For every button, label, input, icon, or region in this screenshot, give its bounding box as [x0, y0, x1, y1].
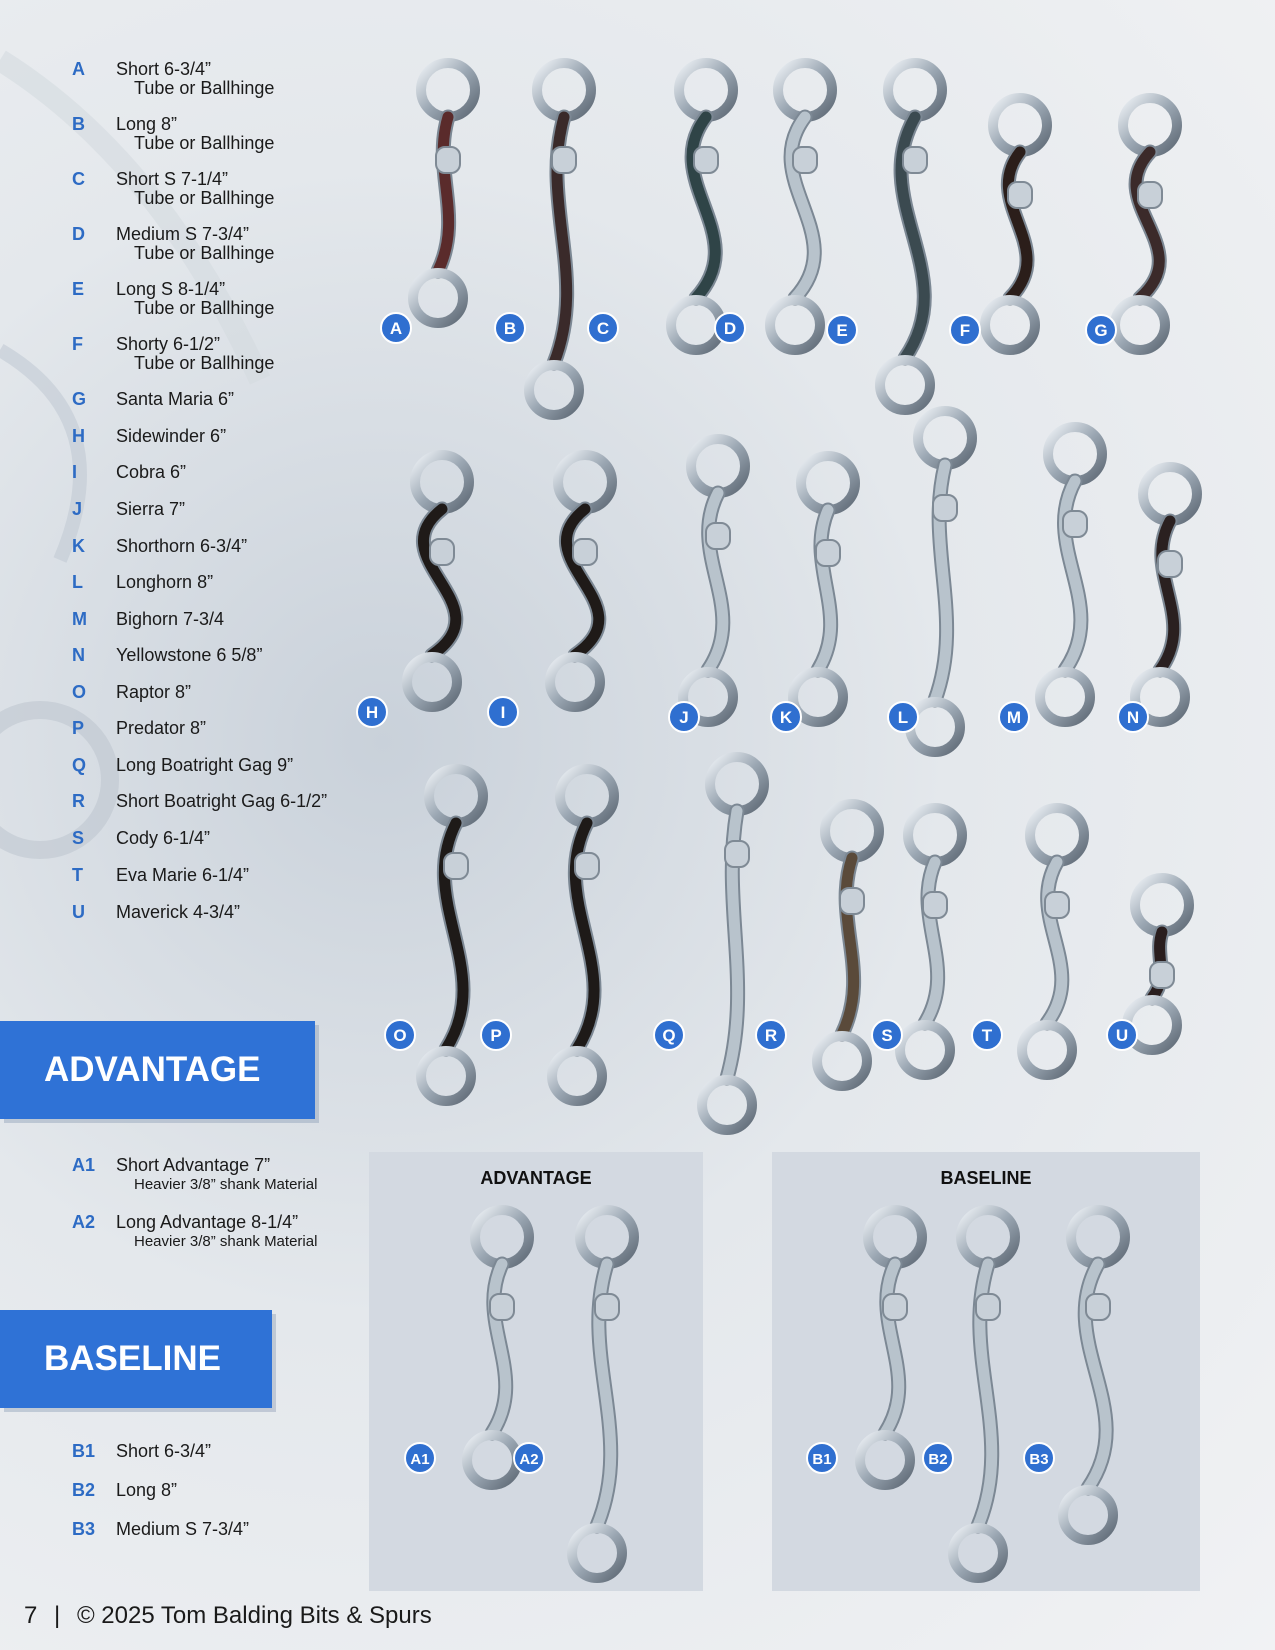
item-name: Sierra 7” [116, 499, 186, 519]
bit-illustration [702, 757, 764, 1130]
advantage-banner: ADVANTAGE [0, 1021, 315, 1119]
item-subtitle: Heavier 3/8” shank Material [134, 1176, 318, 1193]
item-name: Long Advantage 8-1/4” [116, 1212, 299, 1232]
bit-label-badge [1086, 315, 1116, 345]
item-name: Long S 8-1/4” [116, 279, 226, 299]
bit-label-badge [1024, 1443, 1054, 1473]
item-letter: J [72, 499, 83, 519]
bit-label-badge [669, 702, 699, 732]
svg-text:J: J [679, 708, 689, 727]
item-name: Short Boatright Gag 6-1/2” [116, 791, 328, 811]
svg-text:A: A [389, 319, 403, 338]
bit-label-badge [481, 1020, 511, 1050]
bit-illustration [900, 808, 962, 1075]
baseline-banner: BASELINE [0, 1310, 272, 1408]
item-letter: F [72, 334, 83, 354]
item-subtitle: Tube or Ballhinge [134, 133, 275, 153]
item-letter: K [72, 536, 85, 556]
svg-text:C: C [596, 319, 610, 338]
item-name: Cody 6-1/4” [116, 828, 211, 848]
item-letter: B2 [72, 1480, 96, 1500]
bit-label-badge [405, 1443, 435, 1473]
item-name: Yellowstone 6 5/8” [116, 645, 263, 665]
item-name: Short 6-3/4” [116, 1441, 212, 1461]
bit-label-badge [756, 1020, 786, 1050]
bit-label-badge [888, 702, 918, 732]
item-subtitle: Tube or Ballhinge [134, 353, 275, 373]
item-name: Medium S 7-3/4” [116, 224, 250, 244]
item-name: Eva Marie 6-1/4” [116, 865, 250, 885]
bit-illustration [671, 63, 733, 350]
svg-text:L: L [897, 708, 909, 727]
bit-label-badge [588, 313, 618, 343]
bit-illustration [413, 63, 475, 323]
item-letter: A1 [72, 1155, 96, 1175]
bit-illustration [860, 1210, 922, 1485]
bit-illustration [550, 455, 612, 707]
svg-text:G: G [1094, 321, 1108, 340]
bit-label-badge [771, 702, 801, 732]
bit-illustration [1022, 808, 1084, 1075]
item-letter: P [72, 718, 85, 738]
bit-illustration [683, 439, 745, 722]
bit-label-badge [827, 315, 857, 345]
bit-label-badge [488, 697, 518, 727]
bit-label-badge [923, 1443, 953, 1473]
item-letter: A [72, 59, 85, 79]
item-letter: D [72, 224, 85, 244]
item-name: Santa Maria 6” [116, 389, 235, 409]
item-letter: E [72, 279, 85, 299]
bit-illustration [1115, 98, 1177, 350]
bit-label-badge [381, 313, 411, 343]
svg-text:S: S [881, 1026, 893, 1045]
item-letter: S [72, 828, 85, 848]
svg-text:I: I [500, 703, 506, 722]
item-subtitle: Heavier 3/8” shank Material [134, 1233, 318, 1250]
svg-text:A2: A2 [519, 1451, 539, 1468]
bit-illustration [1040, 427, 1102, 722]
panel-title: ADVANTAGE [480, 1168, 592, 1188]
svg-text:R: R [764, 1026, 778, 1045]
item-letter: Q [72, 755, 87, 775]
svg-text:K: K [779, 708, 793, 727]
item-subtitle: Tube or Ballhinge [134, 243, 275, 263]
copyright-text: © 2025 Tom Balding Bits & Spurs [76, 1602, 432, 1629]
bit-label-badge [807, 1443, 837, 1473]
item-letter: A2 [72, 1212, 96, 1232]
bit-label-badge [715, 313, 745, 343]
item-name: Shorty 6-1/2” [116, 334, 221, 354]
bit-illustration [985, 98, 1047, 350]
item-letter: B1 [72, 1441, 96, 1461]
item-name: Sidewinder 6” [116, 426, 227, 446]
svg-text:E: E [836, 321, 848, 340]
bit-illustration [770, 63, 832, 350]
item-letter: N [72, 645, 85, 665]
bit-label-badge [1107, 1020, 1137, 1050]
svg-text:H: H [365, 703, 379, 722]
bit-label-badge [495, 313, 525, 343]
item-name: Short 6-3/4” [116, 59, 212, 79]
item-subtitle: Tube or Ballhinge [134, 188, 275, 208]
page-number: 7 [24, 1602, 38, 1629]
item-subtitle: Tube or Ballhinge [134, 78, 275, 98]
item-name: Bighorn 7-3/4 [116, 609, 225, 629]
item-name: Cobra 6” [116, 462, 187, 482]
item-letter: B [72, 114, 85, 134]
svg-text:T: T [981, 1026, 993, 1045]
svg-text:N: N [1126, 708, 1140, 727]
bit-label-badge [514, 1443, 544, 1473]
bit-illustration [467, 1210, 529, 1485]
bit-illustration [552, 769, 614, 1101]
bit-illustration [880, 63, 942, 410]
item-letter: M [72, 609, 87, 629]
bit-label-badge [357, 697, 387, 727]
svg-text:B2: B2 [928, 1451, 948, 1468]
item-letter: T [72, 865, 83, 885]
bit-illustration [407, 455, 469, 707]
bit-illustration [1127, 878, 1189, 1050]
item-letter: I [72, 462, 78, 482]
svg-text:Q: Q [662, 1026, 676, 1045]
bit-illustration [529, 63, 591, 415]
svg-text:O: O [393, 1026, 407, 1045]
bit-illustration [953, 1210, 1015, 1578]
item-name: Predator 8” [116, 718, 207, 738]
bit-illustration [421, 769, 483, 1101]
bit-label-badge [654, 1020, 684, 1050]
svg-text:B3: B3 [1029, 1451, 1049, 1468]
bit-label-badge [385, 1020, 415, 1050]
item-subtitle: Tube or Ballhinge [134, 298, 275, 318]
footer-separator: | [54, 1602, 61, 1629]
item-name: Maverick 4-3/4” [116, 902, 241, 922]
svg-text:B1: B1 [812, 1451, 832, 1468]
bit-label-badge [872, 1020, 902, 1050]
item-letter: L [72, 572, 83, 592]
panel-title: BASELINE [940, 1168, 1032, 1188]
item-letter: H [72, 426, 85, 446]
bit-illustration [793, 456, 855, 722]
svg-text:F: F [959, 321, 971, 340]
svg-text:B: B [503, 319, 517, 338]
bit-illustration [1063, 1210, 1125, 1540]
item-name: Short Advantage 7” [116, 1155, 271, 1175]
item-letter: R [72, 791, 85, 811]
bit-label-badge [1118, 702, 1148, 732]
bit-label-badge [950, 315, 980, 345]
item-letter: O [72, 682, 87, 702]
item-letter: B3 [72, 1519, 96, 1539]
item-name: Long 8” [116, 114, 178, 134]
item-letter: G [72, 389, 87, 409]
item-name: Long 8” [116, 1480, 178, 1500]
bit-illustration [910, 411, 972, 752]
item-name: Short S 7-1/4” [116, 169, 229, 189]
svg-text:D: D [723, 319, 737, 338]
svg-text:P: P [490, 1026, 502, 1045]
svg-text:U: U [1115, 1026, 1129, 1045]
bit-illustration [1135, 467, 1197, 722]
bit-illustration [817, 804, 879, 1086]
svg-text:A1: A1 [410, 1451, 430, 1468]
item-name: Long Boatright Gag 9” [116, 755, 294, 775]
item-name: Raptor 8” [116, 682, 192, 702]
item-letter: C [72, 169, 85, 189]
item-name: Medium S 7-3/4” [116, 1519, 250, 1539]
item-letter: U [72, 902, 85, 922]
bit-illustration [572, 1210, 634, 1578]
footer [24, 1602, 432, 1630]
svg-text:M: M [1006, 708, 1022, 727]
item-name: Shorthorn 6-3/4” [116, 536, 248, 556]
bit-label-badge [999, 702, 1029, 732]
bit-label-badge [972, 1020, 1002, 1050]
item-name: Longhorn 8” [116, 572, 214, 592]
